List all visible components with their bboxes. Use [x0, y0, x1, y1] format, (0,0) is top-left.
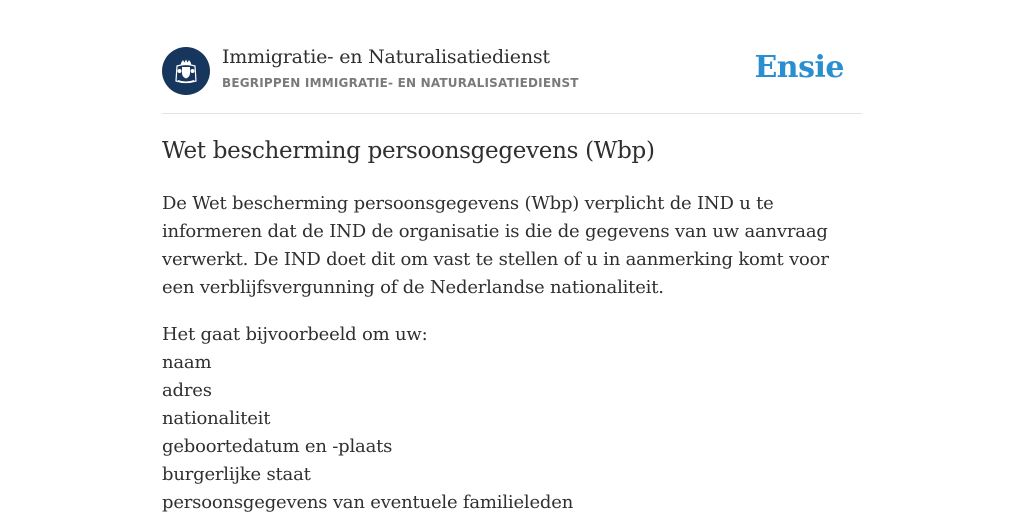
list-item: burgerlijke staat [162, 464, 311, 485]
coat-of-arms-svg [171, 56, 201, 86]
list-item: nationaliteit [162, 408, 271, 429]
article-paragraph: De Wet bescherming persoonsgegevens (Wbp) verplicht de IND u te informeren dat de IND de organisatie is die de gegevens van uw aanvraag verwerkt. De IND doet dit om vast te stellen of u in aanmerking komt voor een verblijfsvergunning of de Nederlandse nationaliteit. [162, 193, 829, 298]
ensie-logo[interactable]: Ensie [754, 50, 844, 85]
organization-subtitle[interactable]: BEGRIPPEN IMMIGRATIE- EN NATURALISATIEDIENST [222, 76, 579, 90]
list-item: adres [162, 380, 212, 401]
organization-name[interactable]: Immigratie- en Naturalisatiedienst [222, 46, 550, 68]
list-intro: Het gaat bijvoorbeeld om uw: [162, 324, 428, 345]
list-item: naam [162, 352, 212, 373]
list-item: geboortedatum en -plaats [162, 436, 393, 457]
data-list [162, 349, 573, 512]
list-item: persoonsgegevens van eventuele familieleden [162, 492, 574, 512]
coat-of-arms-icon[interactable] [162, 47, 210, 95]
page-title: Wet bescherming persoonsgegevens (Wbp) [162, 138, 655, 164]
header [162, 46, 862, 96]
header-divider [162, 113, 862, 114]
